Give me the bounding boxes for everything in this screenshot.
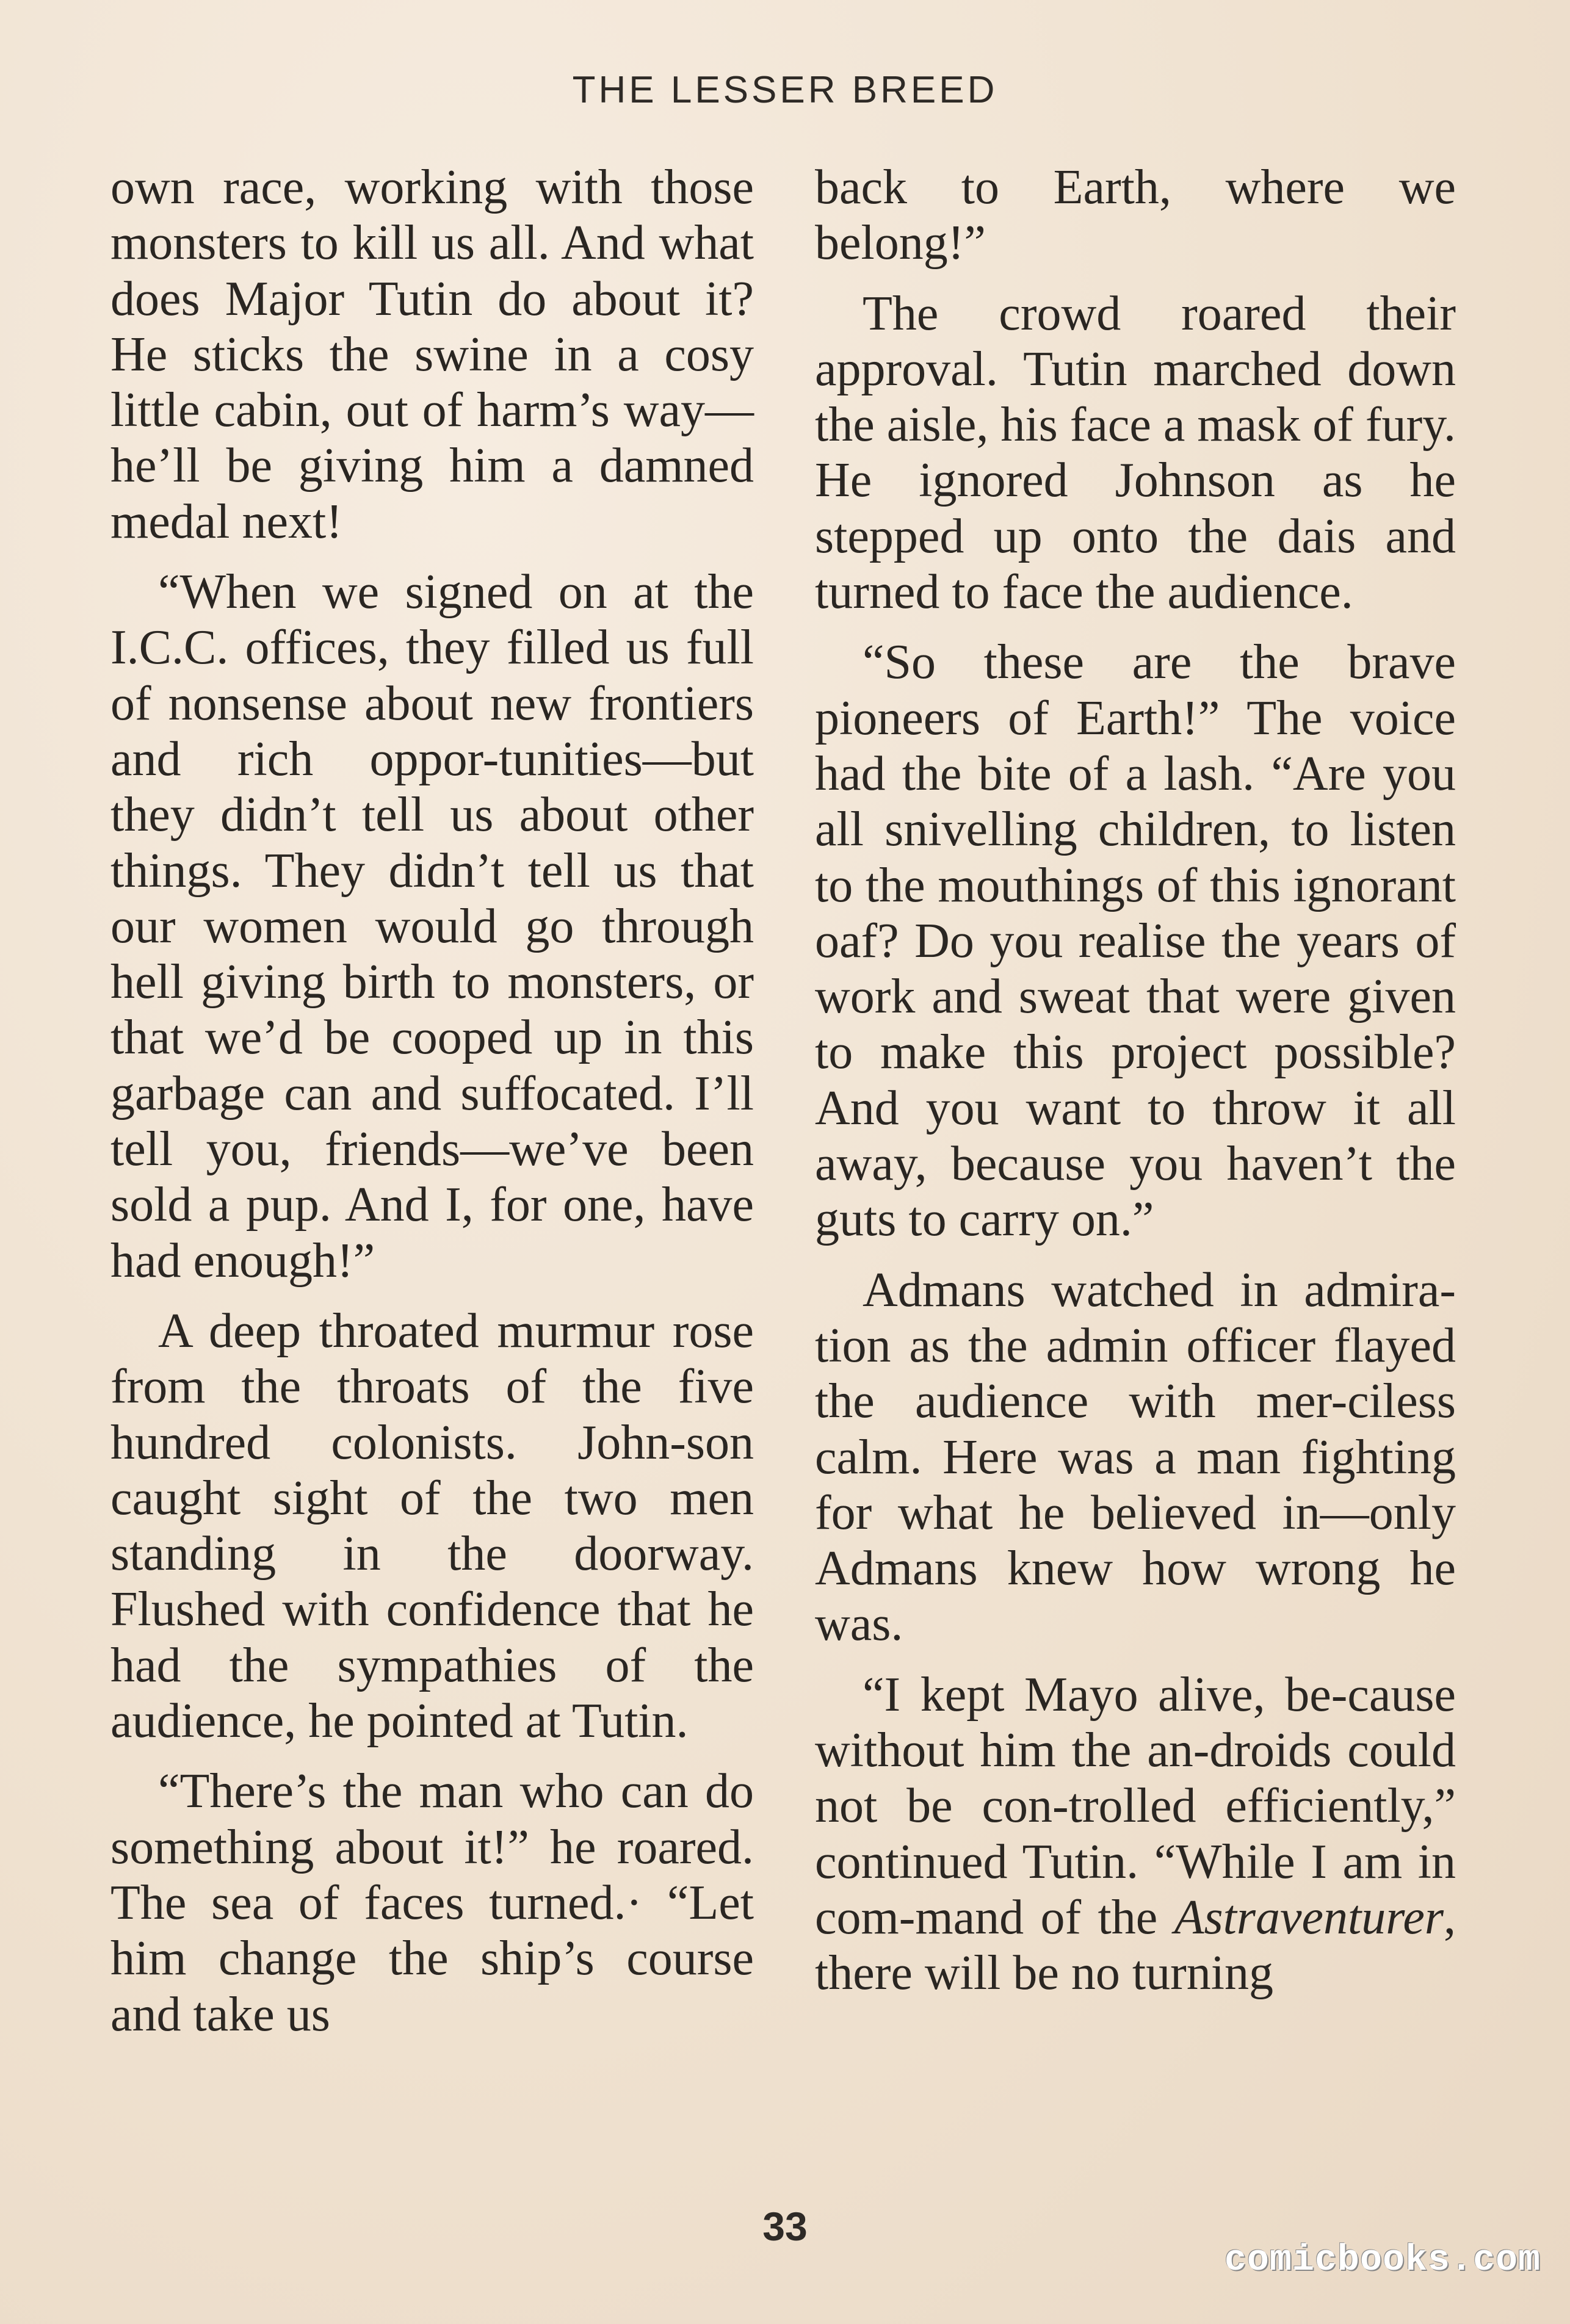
paragraph: “When we signed on at the I.C.C. offices, they filled us full of nonsense about new frontiers and rich oppor-tunities—but they didn’t tell us about other things. They didn’t tell us that our women would go through hell giving birth to monsters, or that we’d be cooped up in this garbage can and suffocated. I’ll tell you, friends—we’ve been sold a pup. And I, for one, have had enough!” <box>110 565 754 1288</box>
paragraph-text: , there will be no turning <box>815 1890 1456 2001</box>
paragraph-text: “I kept Mayo alive, be-cause without him the an-droids could not be con-trolled efficiently,” continued Tutin. “While I am in com-mand of the <box>815 1667 1456 1944</box>
running-head: THE LESSER BREED <box>572 69 998 111</box>
paragraph: A deep throated murmur rose from the throats of the five hundred colonists. John-son caught sight of the two men standing in the doorway. Flushed with confidence that he had the sympathies of the audience, he pointed at Tutin. <box>110 1304 754 1748</box>
paragraph: back to Earth, where we belong!” <box>815 161 1456 270</box>
paragraph: “There’s the man who can do something about it!” he roared. The sea of faces turned.· “Let him change the ship’s course and take us <box>110 1764 754 2041</box>
paragraph <box>815 1667 1456 2002</box>
watermark: comicbooks.com <box>1224 2240 1541 2281</box>
right-column <box>815 160 1456 2016</box>
paragraph: own race, working with those monsters to kill us all. And what does Major Tutin do about it? He sticks the swine in a cosy little cabin, out of harm’s way—he’ll be giving him a damned medal next! <box>110 161 754 549</box>
paragraph: Admans watched in admira-tion as the admin officer flayed the audience with mer-ciless calm. Here was a man fighting for what he believed in—only Admans knew how wrong he was. <box>815 1263 1456 1651</box>
ship-name: Astraventurer <box>1174 1890 1444 1944</box>
left-column <box>110 160 754 2057</box>
paragraph: The crowd roared their approval. Tutin marched down the aisle, his face a mask of fury. He ignored Johnson as he stepped up onto the dais and turned to face the audience. <box>815 286 1456 619</box>
page-number: 33 <box>762 2204 808 2249</box>
paragraph: “So these are the brave pioneers of Earth!” The voice had the bite of a lash. “Are you all snivelling children, to listen to the mouthings of this ignorant oaf? Do you realise the years of work and sweat that were given to make this project possible? And you want to throw it all away, because you haven’t the guts to carry on.” <box>815 635 1456 1247</box>
